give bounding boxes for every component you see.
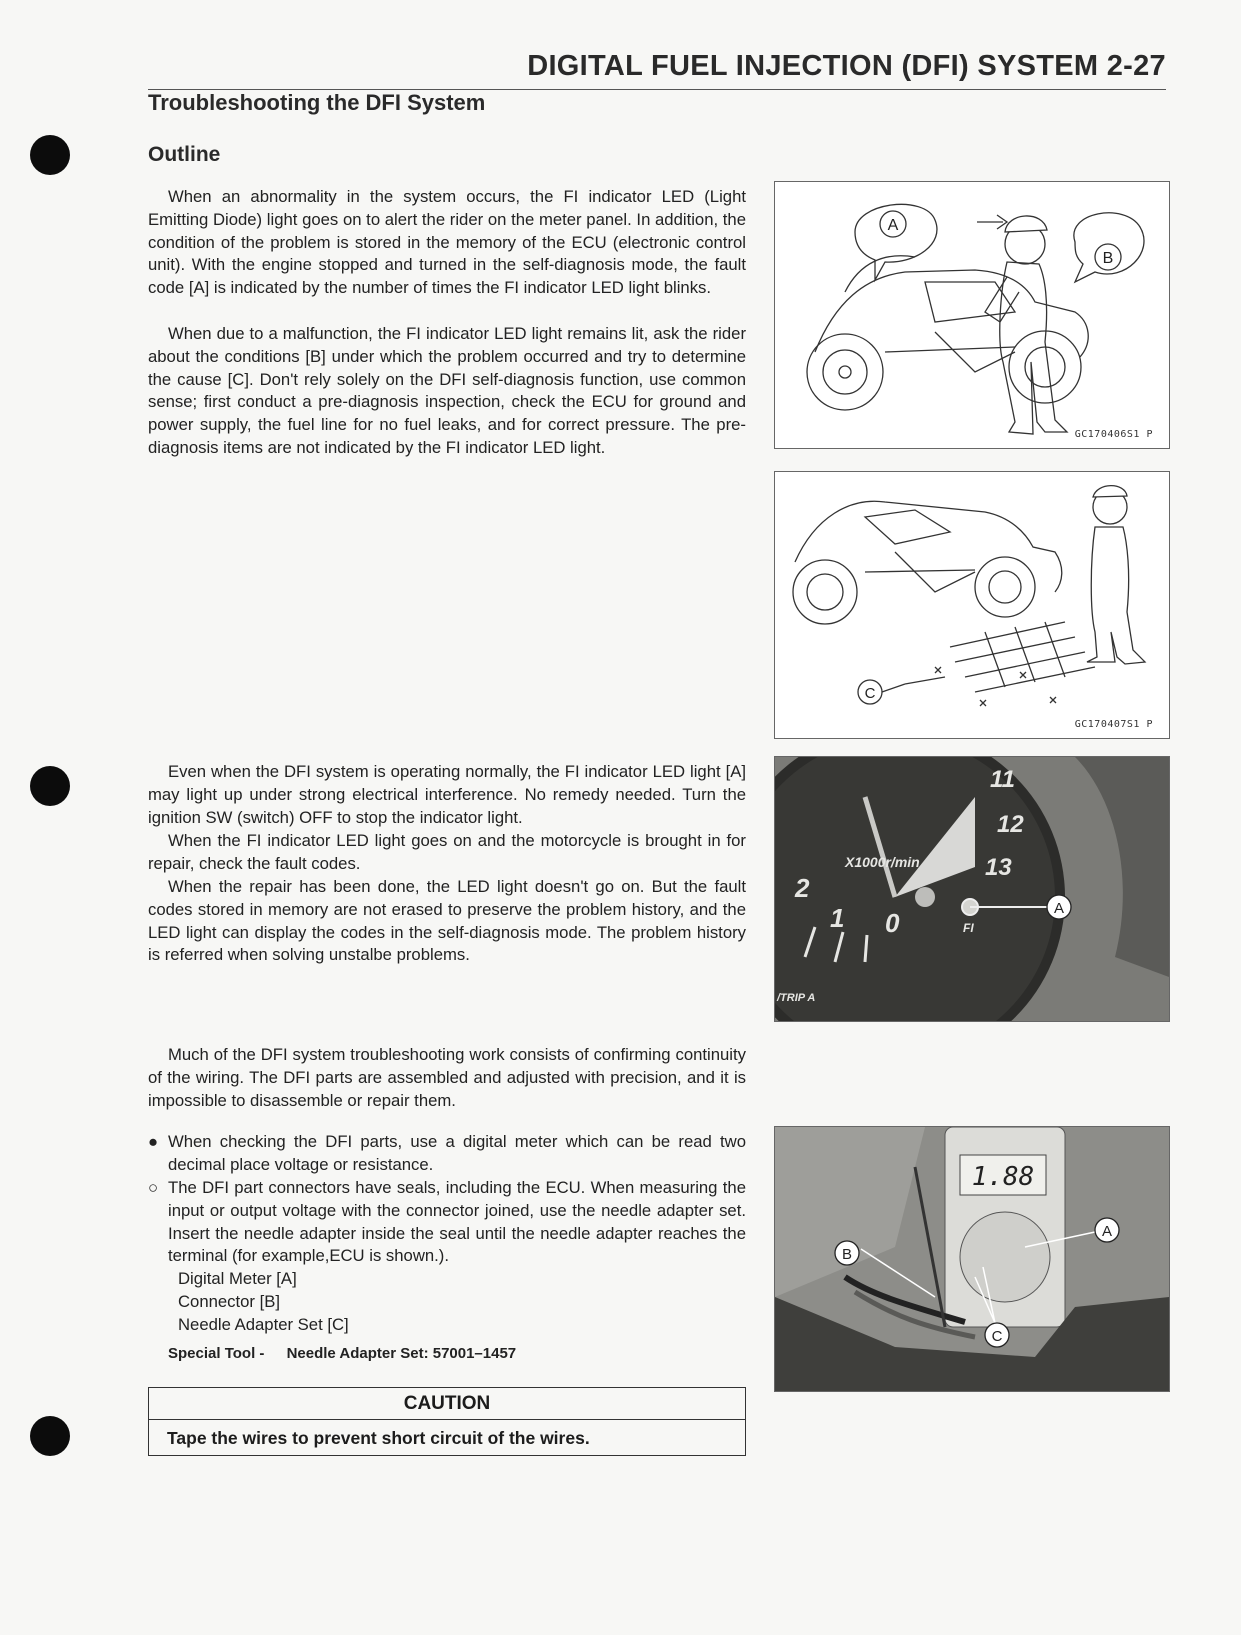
outline-paragraph-1: When an abnormality in the system occurs, the FI indicator LED (Light Emitting Diode) light goes on to alert the rider on the meter panel. In addition, the condition of the problem is stored in the memory of the ECU (electronic control unit). With the engine stopped and turned in the self-diagnosis mode, the fault code [A] is indicated by the number of times the FI indicator LED light blinks.	[148, 187, 746, 298]
figure-digital-meter-photo	[774, 1126, 1170, 1392]
outline-paragraph-2: When due to a malfunction, the FI indicator LED light remains lit, ask the rider about the conditions [B] under which the problem occurred and try to determine the cause [C]. Don't rely solely on the DFI self-diagnosis function, use common sense; first conduct a pre-diagnosis inspection, check the ECU for ground and power supply, the fuel line for no fuel leaks, and for correct pressure. The pre-diagnosis items are not indicated by the FI indicator LED light.	[148, 324, 746, 457]
figure-code: GC170407S1 P	[1074, 719, 1153, 730]
trip-label: /TRIP A	[777, 992, 816, 1004]
binder-hole-top	[30, 135, 70, 175]
special-tool-label: Special Tool -	[168, 1345, 265, 1362]
caution-text: Tape the wires to prevent short circuit of the wires.	[167, 1428, 590, 1448]
digital-meter-photo	[775, 1127, 1169, 1391]
special-tool-line	[168, 1345, 516, 1362]
figure-fi-indicator-photo	[774, 756, 1170, 1022]
bullet-hollow-icon: ○	[148, 1178, 159, 1197]
figure-cause-wiring	[774, 471, 1170, 739]
tachometer-unit-label: X1000r/min	[845, 854, 920, 870]
bullet-text: When checking the DFI parts, use a digital meter which can be read two decimal place voltage or resistance.	[168, 1132, 746, 1174]
section-title: Troubleshooting the DFI System	[148, 90, 486, 115]
figure-legend	[178, 1268, 349, 1336]
wiring-intro: Much of the DFI system troubleshooting work consists of confirming continuity of the wiring. The DFI parts are assembled and adjusted with precision, and it is impossible to disassemble or repair them.	[148, 1045, 746, 1110]
gauge-number: 0	[885, 908, 900, 938]
special-tool-value: Needle Adapter Set: 57001–1457	[286, 1345, 517, 1362]
indicator-paragraph-1: Even when the DFI system is operating normally, the FI indicator LED light [A] may light up under strong electrical interference. No remedy needed. Turn the ignition SW (switch) OFF to stop the indicator light.	[148, 762, 746, 827]
gauge-number: 12	[997, 811, 1024, 838]
bullet-item-digital-meter	[148, 1131, 746, 1177]
callout-label-b: B	[841, 1246, 853, 1263]
legend-item: Digital Meter [A]	[178, 1269, 297, 1288]
rider-illustration	[775, 182, 1169, 448]
indicator-paragraph-3: When the repair has been done, the LED light doesn't go on. But the fault codes stored in memory are not erased to preserve the problem history, and the LED light can display the codes in the self-diagnosis mode. The problem history is referred when solving unstalbe problems.	[148, 877, 746, 965]
callout-label-a: A	[1101, 1223, 1113, 1240]
callout-label-a: A	[887, 217, 899, 234]
outline-heading: Outline	[148, 143, 221, 166]
binder-hole-bottom	[30, 1416, 70, 1456]
callout-label-c: C	[991, 1328, 1003, 1345]
figure-rider-conversation	[774, 181, 1170, 449]
binder-hole-middle	[30, 766, 70, 806]
gauge-number: 1	[830, 903, 845, 933]
indicator-paragraph-2: When the FI indicator LED light goes on and the motorcycle is brought in for repair, check the fault codes.	[148, 831, 746, 873]
figure-1-callouts	[880, 211, 1121, 270]
fi-label: FI	[963, 921, 974, 935]
wiring-illustration	[775, 472, 1169, 738]
meter-reading: 1.88	[971, 1162, 1035, 1192]
bullet-item-connector-seals	[148, 1177, 746, 1268]
caution-title: CAUTION	[149, 1388, 745, 1420]
bullet-filled-icon: ●	[148, 1132, 159, 1151]
legend-item: Needle Adapter Set [C]	[178, 1314, 349, 1334]
callout-label-b: B	[1102, 250, 1114, 267]
caution-box	[148, 1387, 746, 1456]
tachometer-photo	[775, 757, 1169, 1021]
callout-label-c: C	[864, 685, 876, 702]
running-title: DIGITAL FUEL INJECTION (DFI) SYSTEM 2-27	[527, 50, 1166, 82]
legend-item: Connector [B]	[178, 1291, 281, 1311]
callout-label-a: A	[1053, 900, 1065, 917]
gauge-number: 13	[985, 854, 1012, 881]
gauge-number: 11	[990, 766, 1015, 793]
gauge-number: 2	[795, 873, 810, 903]
bullet-text: The DFI part connectors have seals, including the ECU. When measuring the input or output voltage with the connector joined, use the needle adapter set. Insert the needle adapter inside the seal until the needle adapter reaches the terminal (for example,ECU is shown.).	[168, 1178, 746, 1266]
figure-code: GC170406S1 P	[1074, 429, 1153, 440]
